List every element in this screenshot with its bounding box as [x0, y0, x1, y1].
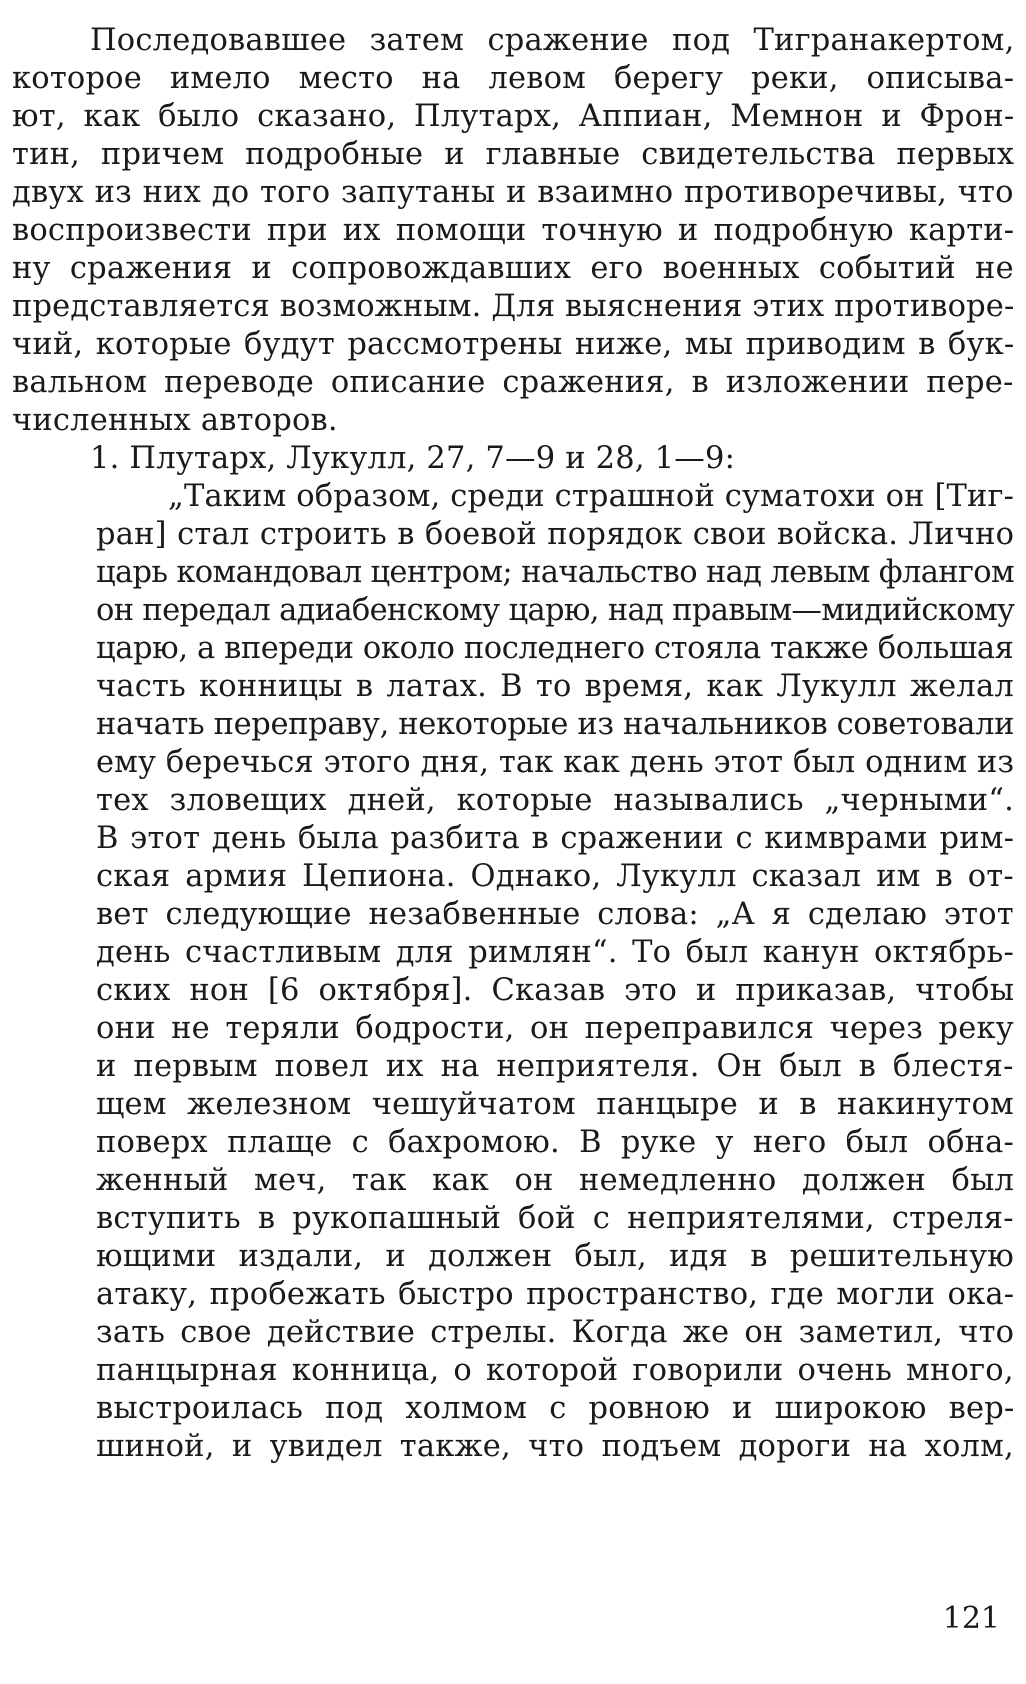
- quote-line: вет следующие незабвенные слова: „А я сделаю этот: [96, 897, 1014, 932]
- quote-line: панцырная конница, о которой говорили очень много,: [96, 1353, 1014, 1388]
- quote-line: царь командовал центром; начальство над левым флангом: [96, 555, 1015, 590]
- text-line: воспроизвести при их помощи точную и подробную карти-: [12, 213, 1015, 248]
- quote-line: часть конницы в латах. В то время, как Лукулл желал: [96, 669, 1014, 704]
- text-line: представляется возможным. Для выяснения этих противоре-: [12, 289, 1015, 324]
- quote-line: поверх плаще с бахромою. В руке у него был обна-: [96, 1125, 1015, 1160]
- quote-line: тех зловещих дней, которые назывались „черными“.: [96, 783, 1015, 818]
- quote-line: „Таким образом, среди страшной суматохи он [Тиг-: [168, 479, 1015, 514]
- quote-line: ская армия Цепиона. Однако, Лукулл сказал им в от-: [96, 859, 1014, 894]
- quote-line: шиной, и увидел также, что подъем дороги на холм,: [96, 1429, 1014, 1464]
- text-line: тин, причем подробные и главные свидетельства первых: [12, 137, 1015, 172]
- quote-line: зать свое действие стрелы. Когда же он заметил, что: [96, 1315, 1015, 1350]
- quote-line: ему беречься этого дня, так как день этот был одним из: [96, 745, 1015, 780]
- text-line: Последовавшее затем сражение под Тигранакертом,: [90, 23, 1015, 58]
- text-line: чий, которые будут рассмотрены ниже, мы приводим в бук-: [12, 327, 1015, 362]
- page-number: 121: [942, 1601, 1000, 1636]
- quote-line: атаку, пробежать быстро пространство, где могли ока-: [96, 1277, 1015, 1312]
- text-line: ну сражения и сопровождавших его военных событий не: [12, 251, 1014, 286]
- quote-line: ран] стал строить в боевой порядок свои войска. Лично: [96, 517, 1015, 552]
- quote-line: вступить в рукопашный бой с неприятелями, стреля-: [96, 1201, 1014, 1236]
- text-line: численных авторов.: [12, 403, 338, 438]
- quote-line: начать переправу, некоторые из начальников советовали: [96, 707, 1015, 742]
- quote-line: они не теряли бодрости, он переправился через реку: [96, 1011, 1014, 1046]
- text-line: двух из них до того запутаны и взаимно противоречивы, что: [12, 175, 1014, 210]
- quote-line: он передал адиабенскому царю, над правым—мидийскому: [96, 593, 1015, 628]
- source-heading: 1. Плутарх, Лукулл, 27, 7—9 и 28, 1—9:: [90, 441, 736, 476]
- quote-line: день счастливым для римлян“. То был канун октябрь-: [96, 935, 1014, 970]
- quote-line: и первым повел их на неприятеля. Он был в блестя-: [96, 1049, 1014, 1084]
- quote-line: ских нон [6 октября]. Сказав это и приказав, чтобы: [96, 973, 1015, 1008]
- quote-line: ющими издали, и должен был, идя в решительную: [96, 1239, 1014, 1274]
- text-line: которое имело место на левом берегу реки, описыва-: [12, 61, 1015, 96]
- quote-line: В этот день была разбита в сражении с кимврами рим-: [96, 821, 1015, 856]
- quote-line: выстроилась под холмом с ровною и широкою вер-: [96, 1391, 1015, 1426]
- quote-line: царю, а впереди около последнего стояла также большая: [96, 631, 1014, 666]
- quote-line: женный меч, так как он немедленно должен был: [96, 1163, 1015, 1198]
- quote-line: щем железном чешуйчатом панцыре и в накинутом: [96, 1087, 1014, 1122]
- text-line: ют, как было сказано, Плутарх, Аппиан, Мемнон и Фрон-: [12, 99, 1015, 134]
- text-line: вальном переводе описание сражения, в изложении пере-: [12, 365, 1014, 400]
